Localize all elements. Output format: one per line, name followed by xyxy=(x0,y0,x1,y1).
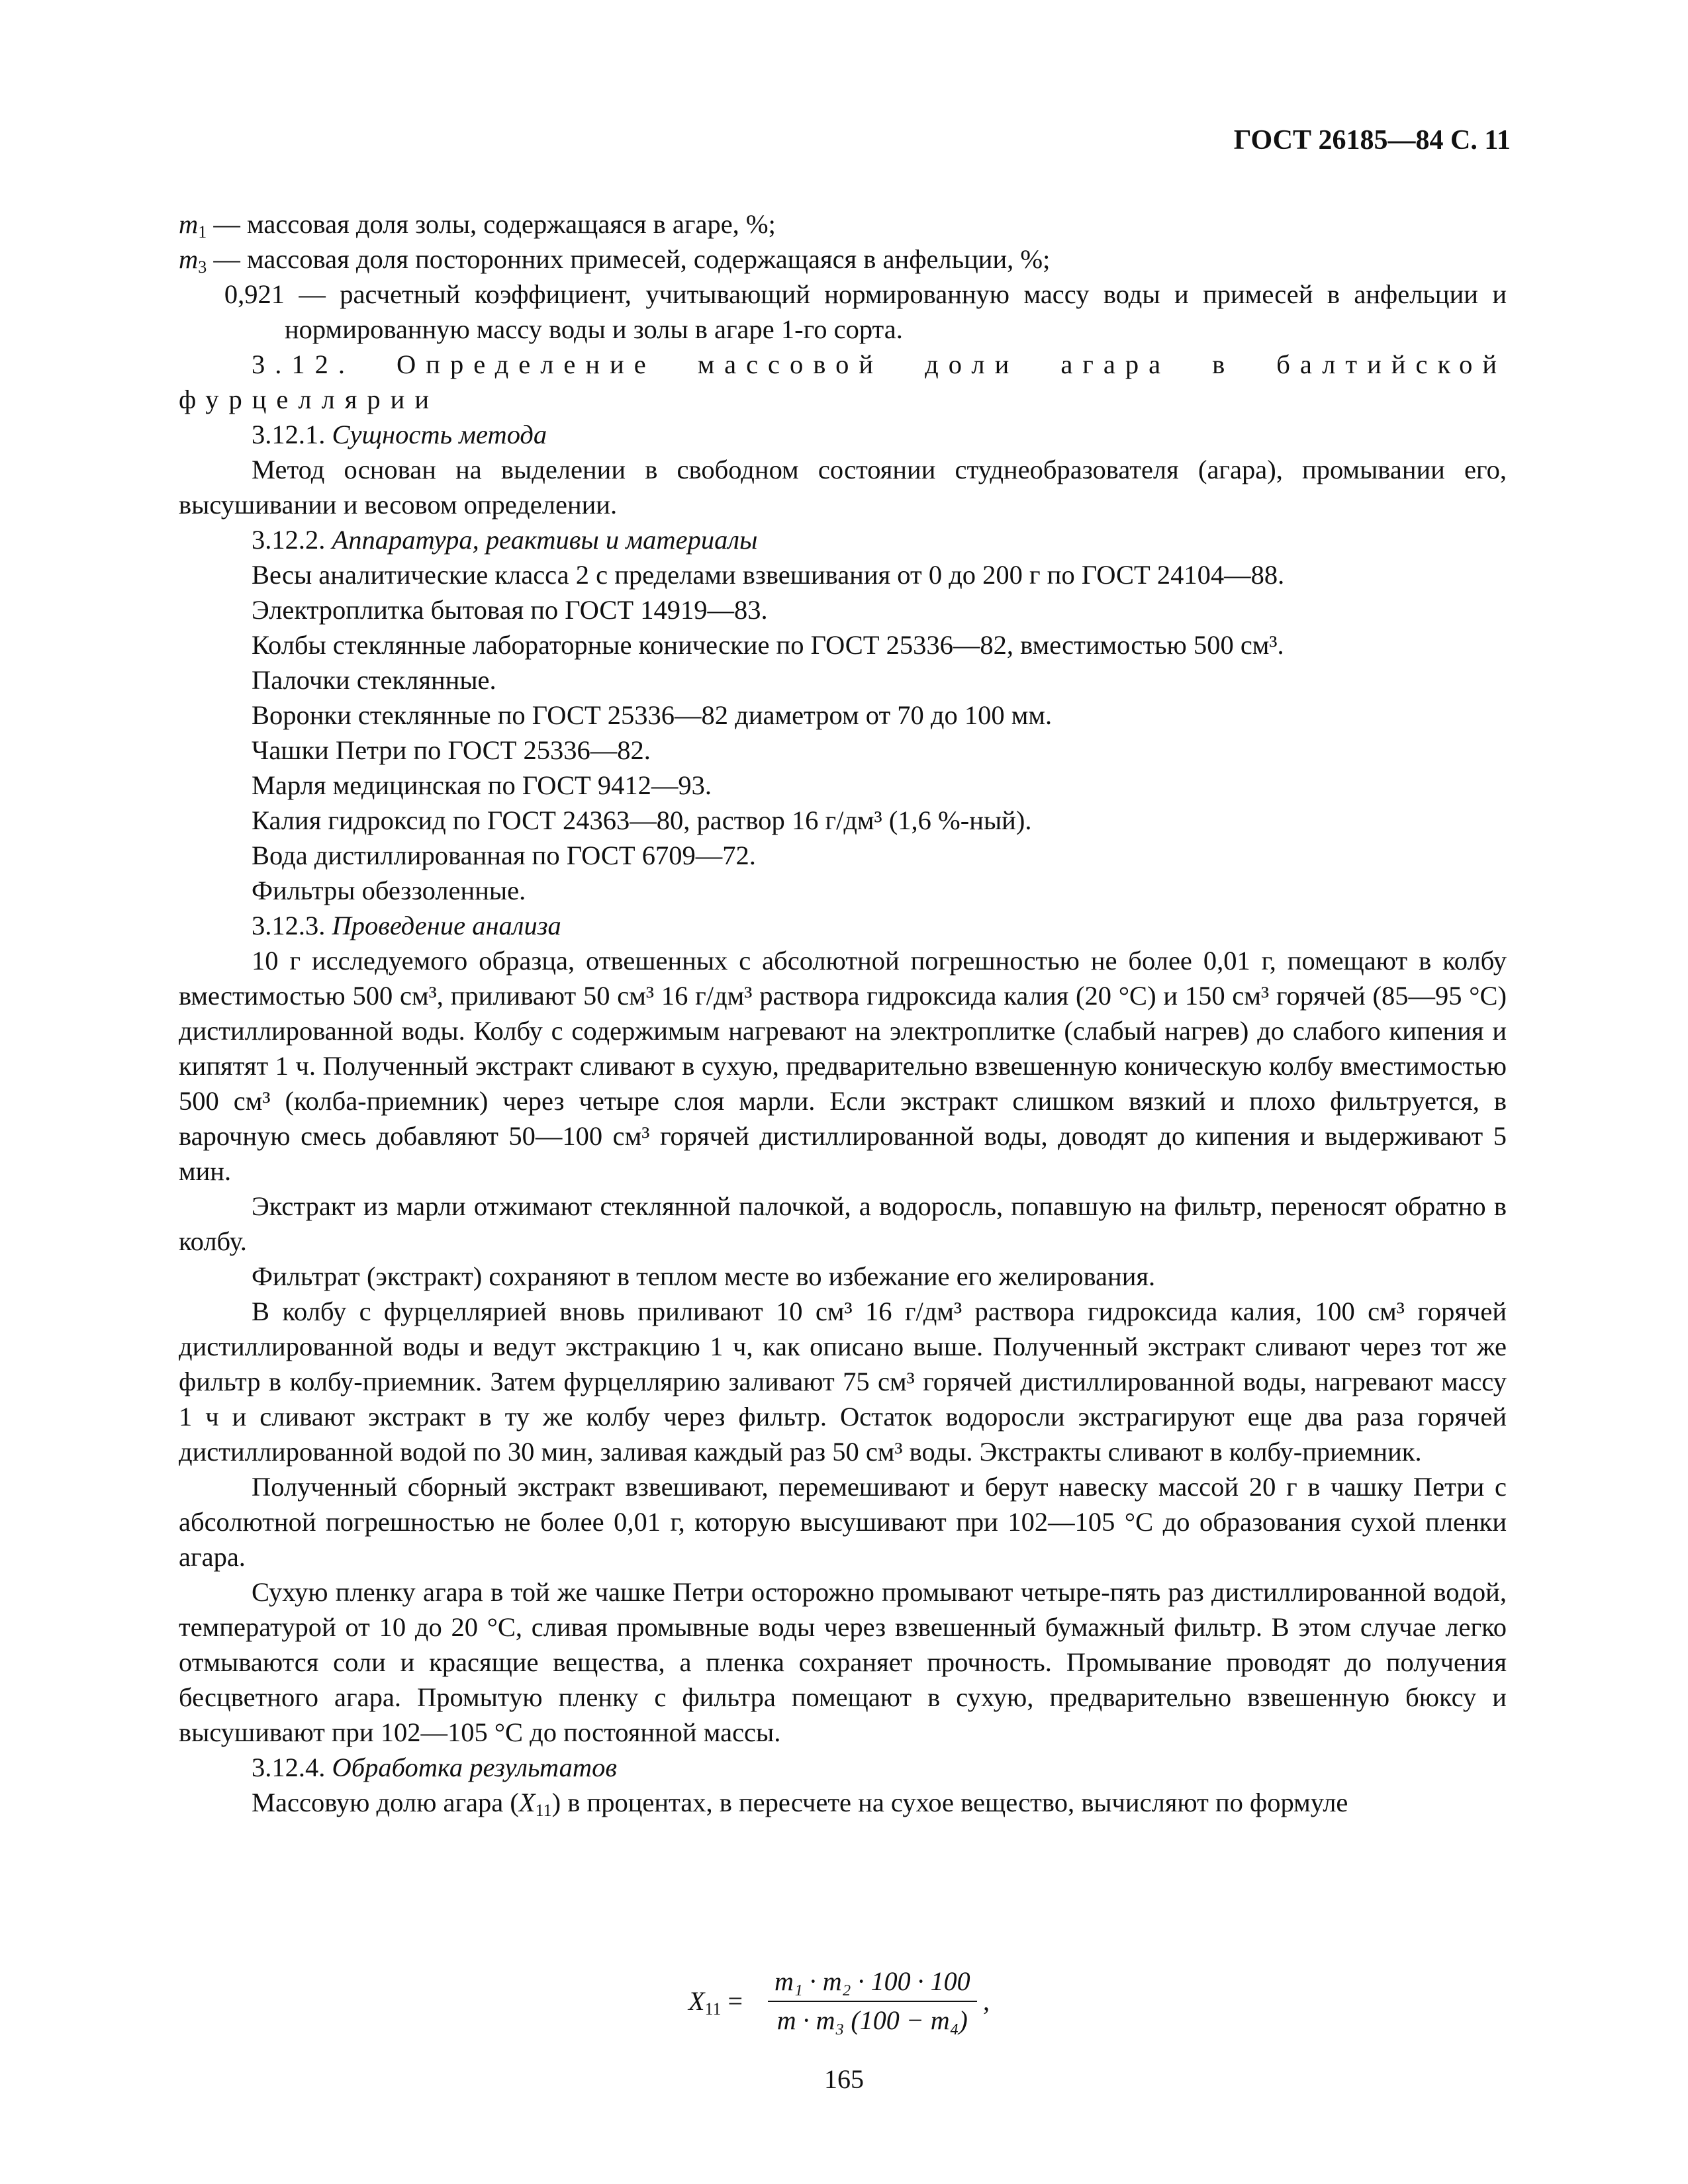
procedure-paragraph: В колбу с фурцеллярией вновь приливают 10 см³ 16 г/дм³ раствора гидроксида калия, 100 см³ горячей дистиллированной воды и ведут экстракцию 1 ч, как описано выше. Полученный экстракт сливают через тот же фильтр в колбу-приемник. Затем фурцеллярию заливают 75 см³ горячей дистиллированной воды, нагревают массу 1 ч и сливают экстракт в ту же колбу через фильтр. Остаток водоросли экстрагируют еще два раза горячей дистиллированной водой по 30 мин, заливая каждый раз 50 см³ воды. Экстракты сливают в колбу-приемник. xyxy=(179,1297,1507,1467)
procedure-paragraph: Сухую пленку агара в той же чашке Петри осторожно промывают четыре-пять раз дистиллированной водой, температурой от 10 до 20 °С, сливая промывные воды через взвешенный бумажный фильтр. В этом случае легко отмываются соли и красящие вещества, а пленка сохраняет прочность. Промывание проводят до получения бесцветного агара. Промытую пленку с фильтра помещают в сухую, предварительно взвешенную бюксу и высушивают при 102—105 °С до постоянной массы. xyxy=(179,1577,1507,1747)
procedure-paragraph: 10 г исследуемого образца, отвешенных с абсолютной погрешностью не более 0,01 г, помещают в колбу вместимостью 500 см³, приливают 50 см³ 16 г/дм³ раствора гидроксида калия (20 °С) и 150 см³ горячей (85—95 °С) дистиллированной воды. Колбу с содержимым нагревают на электроплитке (слабый нагрев) до слабого кипения и кипятят 1 ч. Полученный экстракт сливают в сухую, предварительно взвешенную коническую колбу вместимостью 500 см³ (колба-приемник) через четыре слоя марли. Если экстракт слишком вязкий и плохо фильтруется, в варочную смесь добавляют 50—100 см³ горячей дистиллированной воды, доводят до кипения и выдерживают 5 мин. xyxy=(179,946,1507,1186)
document-header: ГОСТ 26185—84 С. 11 xyxy=(1233,125,1511,156)
procedure-paragraph: Полученный сборный экстракт взвешивают, перемешивают и берут навеску массой 20 г в чашку Петри с абсолютной погрешностью не более 0,01 г, которую высушивают при 102—105 °С до образования сухой пленки агара. xyxy=(179,1472,1507,1572)
definition-m1: $m_1$ — массовая доля золы, содержащаяся в агаре, %; xyxy=(179,209,776,242)
equipment-item: Воронки стеклянные по ГОСТ 25336—82 диаметром от 70 до 100 мм. xyxy=(252,700,1053,730)
subsection-1-title: 3.12.1. Сущность метода xyxy=(252,420,547,449)
page-number: 165 xyxy=(824,2064,864,2094)
subsection-1-text: Метод основан на выделении в свободном состоянии студнеобразователя (агара), промывании его, высушивании и весовом определении. xyxy=(179,455,1507,520)
formula-fraction xyxy=(768,1966,977,2036)
subsection-4-title: 3.12.4. Обработка результатов xyxy=(252,1752,617,1782)
equipment-item: Фильтры обеззоленные. xyxy=(252,876,526,905)
equipment-item: Марля медицинская по ГОСТ 9412—93. xyxy=(252,770,712,800)
equipment-item: Колбы стеклянные лабораторные конические по ГОСТ 25336—82, вместимостью 500 см³. xyxy=(252,630,1284,660)
definition-coefficient: 0,921 — расчетный коэффициент, учитывающий нормированную массу воды и примесей в анфельции и нормированную массу воды и золы в агаре 1-го сорта. xyxy=(224,279,1507,344)
subsection-3-title: 3.12.3. Проведение анализа xyxy=(252,911,561,940)
results-paragraph: Массовую долю агара $(X_{11})$ в процентах, в пересчете на сухое вещество, вычисляют по формуле xyxy=(252,1788,1348,1820)
subsection-2-title: 3.12.2. Аппаратура, реактивы и материалы xyxy=(252,525,758,555)
section-heading: 3.12. Определение массовой доли агара в балтийской фурцеллярии xyxy=(179,349,1507,414)
equipment-item: Палочки стеклянные. xyxy=(252,665,496,695)
equipment-item: Калия гидроксид по ГОСТ 24363—80, раствор 16 г/дм³ (1,6 %-ный). xyxy=(252,805,1032,835)
formula-numerator: m₁ · m₂ · 100 · 100 xyxy=(774,1966,970,1996)
definition-m3: $m_3$ — массовая доля посторонних примесей, содержащаяся в анфельции, %; xyxy=(179,244,1051,277)
document-page: ГОСТ 26185—84 С. 11 $m_1$ — массовая доля золы, содержащаяся в агаре, %; $m_3$ — массовая доля посторонних примесей, содержащаяся в анфельции, %; 0,921 — расчетный коэффициент, учитывающий нормированную массу воды и примесей в анфельции и нормированную массу воды и золы в агаре 1-го сорта. 3.12. Определение массовой доли агара в балтийской фурцеллярии 3.12.1. Сущность метода Метод основан на выделении в свободном состоянии студнеобразователя (агара), промывании его, высушивании и весовом определении. 3.12.2. Аппаратура, реактивы и материалы Весы аналитические класса 2 с пределами взвешивания от 0 до 200 г по ГОСТ 24104—88. Электроплитка бытовая по ГОСТ 14919—83. Колбы стеклянные лабораторные конические по ГОСТ 25336—82, вместимостью 500 см³. Палочки стеклянные. Воронки стеклянные по ГОСТ 25336—82 диаметром от 70 до 100 мм. Чашки Петри по ГОСТ 25336—82. Марля медицинская по ГОСТ 9412—93. Калия гидроксид по ГОСТ 24363—80, раствор 16 г/дм³ (1,6 %-ный). Вода дистиллированная по ГОСТ 6709—72. Фильтры обеззоленные. 3.12.3. Проведение анализа 10 г исследуемого образца, отвешенных с абсолютной погрешностью не более 0,01 г, помещают в колбу вместимостью 500 см³, приливают 50 см³ 16 г/дм³ раствора гидроксида калия (20 °С) и 150 см³ горячей (85—95 °С) дистиллированной воды. Колбу с содержимым нагревают на электроплитке (слабый нагрев) до слабого кипения и кипятят 1 ч. Полученный экстракт сливают в сухую, предварительно взвешенную коническую колбу вместимостью 500 см³ (колба-приемник) через четыре слоя марли. Если экстракт слишком вязкий и плохо фильтруется, в варочную смесь добавляют 50—100 см³ горячей дистиллированной воды, доводят до кипения и выдерживают 5 мин. Экстракт из марли отжимают стеклянной палочкой, а водоросль, попавшую на фильтр, переносят обратно в колбу. Фильтрат (экстракт) сохраняют в теплом месте во избежание его желирования. В колбу с фурцеллярией вновь приливают 10 см³ 16 г/дм³ раствора гидроксида калия, 100 см³ горячей дистиллированной воды и ведут экстракцию 1 ч, как описано выше. Полученный экстракт сливают через тот же фильтр в колбу-приемник. Затем фурцеллярию заливают 75 см³ горячей дистиллированной воды, нагревают массу 1 ч и сливают экстракт в ту же колбу через фильтр. Остаток водоросли экстрагируют еще два раза горячей дистиллированной водой по 30 мин, заливая каждый раз 50 см³ воды. Экстракты сливают в колбу-приемник. Полученный сборный экстракт взвешивают, перемешивают и берут навеску массой 20 г в чашку Петри с абсолютной погрешностью не более 0,01 г, которую высушивают при 102—105 °С до образования сухой пленки агара. Сухую пленку агара в той же чашке Петри осторожно промывают четыре-пять раз дистиллированной водой, температурой от 10 до 20 °С, сливая промывные воды через взвешенный бумажный фильтр. В этом случае легко отмываются соли и красящие вещества, а пленка сохраняет прочность. Промывание проводят до получения бесцветного агара. Промытую пленку с фильтра помещают в сухую, предварительно взвешенную бюксу и высушивают при 102—105 °С до постоянной массы. 3.12.4. Обработка результатов Массовую долю агара $(X_{11})$ в процентах, в пересчете на сухое вещество, вычисляют по формуле $X_{11}$ = m₁ · m₂ · 100 · 100 m · m₃ (100 − m₄) , 165 xyxy=(0,0,1688,2184)
equipment-item: Вода дистиллированная по ГОСТ 6709—72. xyxy=(252,841,756,870)
fraction-bar xyxy=(768,2001,977,2002)
equipment-item: Чашки Петри по ГОСТ 25336—82. xyxy=(252,735,651,765)
formula-denominator: m · m₃ (100 − m₄) xyxy=(776,2005,968,2035)
body-text xyxy=(179,206,1507,1820)
procedure-paragraph: Экстракт из марли отжимают стеклянной палочкой, а водоросль, попавшую на фильтр, переносят обратно в колбу. xyxy=(179,1191,1507,1256)
equipment-item: Весы аналитические класса 2 с пределами взвешивания от 0 до 200 г по ГОСТ 24104—88. xyxy=(252,560,1285,590)
procedure-paragraph: Фильтрат (экстракт) сохраняют в теплом месте во избежание его желирования. xyxy=(252,1261,1156,1291)
equipment-item: Электроплитка бытовая по ГОСТ 14919—83. xyxy=(252,595,768,625)
